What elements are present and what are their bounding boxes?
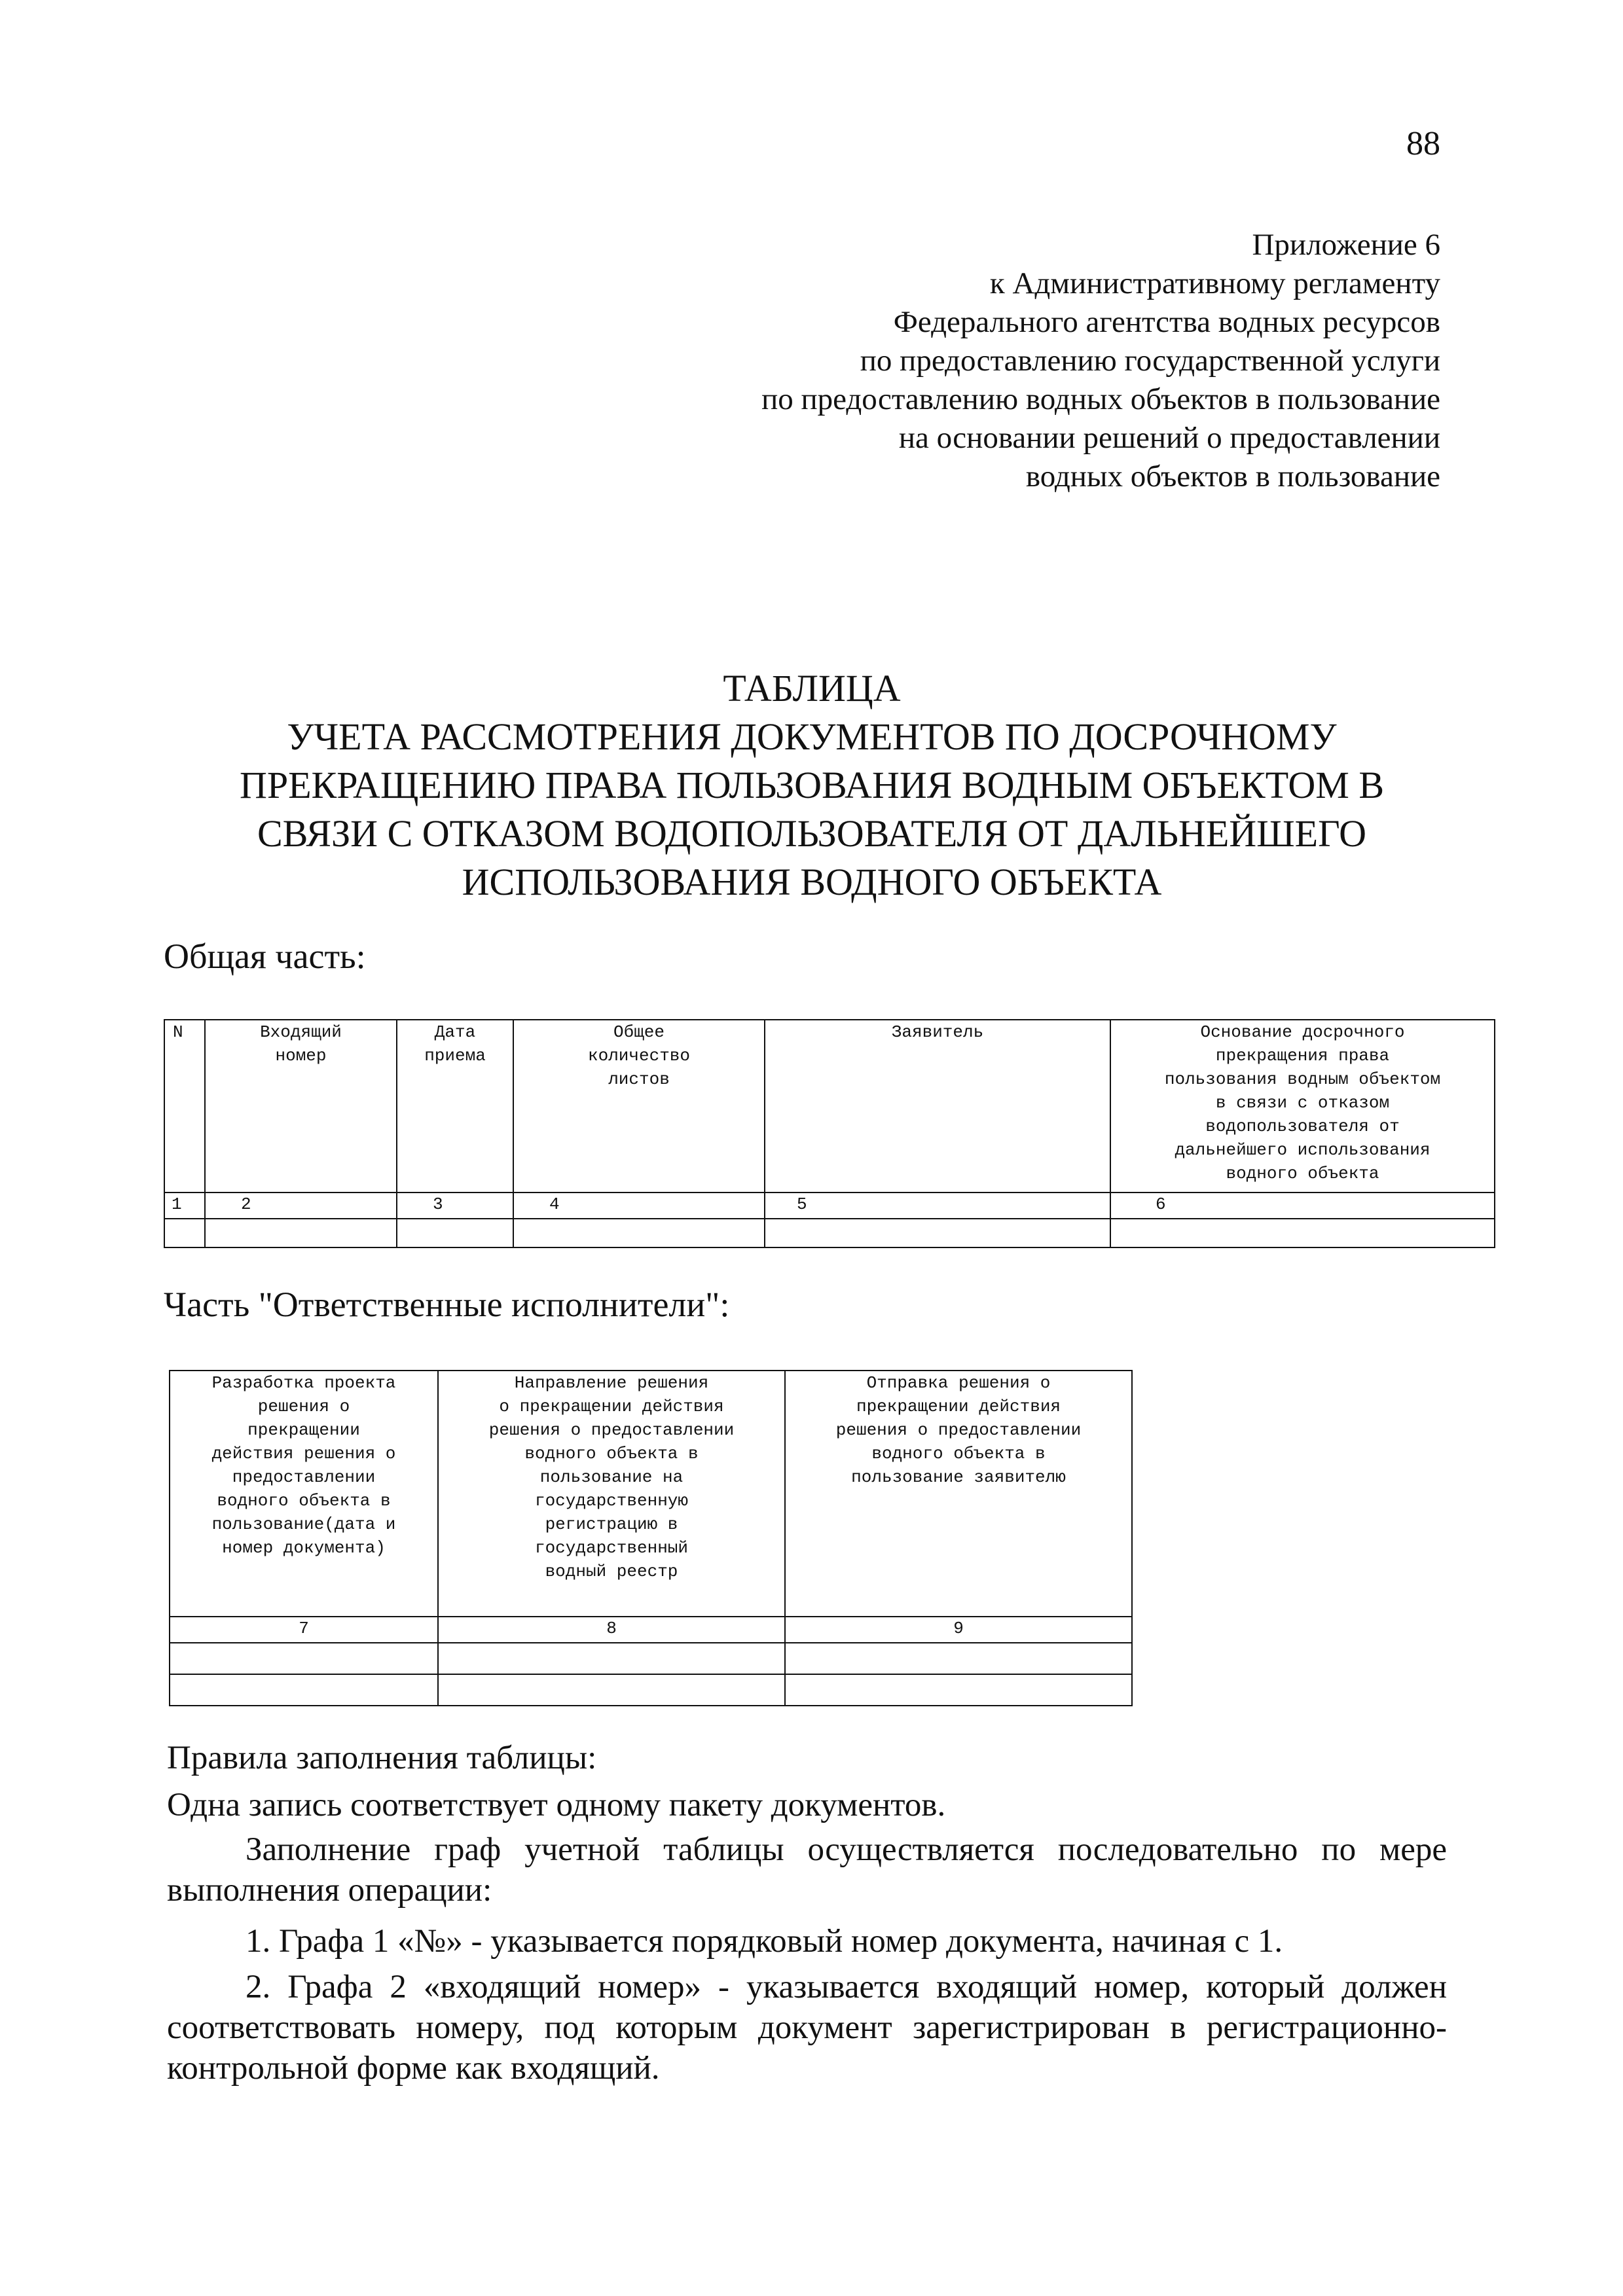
header-cell-incoming-number: [205, 1020, 397, 1193]
column-number-row: [170, 1617, 1132, 1643]
header-line: Заявитель: [891, 1022, 984, 1042]
title-line: СВЯЗИ С ОТКАЗОМ ВОДОПОЛЬЗОВАТЕЛЯ ОТ ДАЛЬНЕЙШЕГО: [257, 812, 1367, 855]
header-line: N: [173, 1022, 183, 1042]
general-part-label: Общая часть:: [164, 937, 366, 976]
table-row-empty: [170, 1643, 1132, 1674]
header-line: водопользователя от: [1205, 1117, 1400, 1136]
header-line: номер: [275, 1046, 327, 1066]
appendix-line: водных объектов в пользование: [1025, 459, 1440, 493]
header-cell-applicant: [765, 1020, 1110, 1193]
table-header-row: [170, 1371, 1132, 1617]
column-number: 1: [164, 1193, 205, 1219]
header-line: пользования водным объектом: [1164, 1069, 1441, 1089]
header-line: государственный: [534, 1538, 689, 1558]
empty-cell: [438, 1674, 785, 1706]
header-line: о прекращении действия: [499, 1397, 724, 1416]
header-line: Разработка проекта: [211, 1373, 396, 1393]
header-cell-receipt-date: [397, 1020, 513, 1193]
appendix-line: Федерального агентства водных ресурсов: [893, 305, 1440, 339]
empty-cell: [170, 1643, 438, 1674]
document-title: [98, 664, 1525, 906]
column-number: 6: [1110, 1193, 1495, 1219]
rules-paragraph-text: 2. Графа 2 «входящий номер» - указывается входящий номер, который должен соответствовать номеру, под которым документ зарегистрирован в регистрационно-контрольной форме как входящий.: [167, 1969, 1447, 2087]
empty-cell: [513, 1219, 765, 1247]
header-line: Направление решения: [514, 1373, 709, 1393]
header-line: пользование на: [539, 1467, 684, 1487]
header-line: решения о предоставлении: [488, 1420, 735, 1440]
header-line: действия решения о: [211, 1444, 396, 1463]
header-line: Дата: [434, 1022, 476, 1042]
rules-paragraph: [167, 1829, 1447, 1910]
column-number: 3: [397, 1193, 513, 1219]
title-line: ТАБЛИЦА: [723, 667, 901, 709]
header-line: Входящий: [260, 1022, 342, 1042]
column-number: 8: [438, 1617, 785, 1643]
header-cell-send-to-applicant: [785, 1371, 1132, 1617]
header-line: прекращении действия: [856, 1397, 1061, 1416]
header-cell-n: [164, 1020, 205, 1193]
header-line: прекращения права: [1215, 1046, 1390, 1066]
header-cell-draft-development: [170, 1371, 438, 1617]
header-line: решения о предоставлении: [835, 1420, 1082, 1440]
table-row-empty: [170, 1674, 1132, 1706]
title-line: ПРЕКРАЩЕНИЮ ПРАВА ПОЛЬЗОВАНИЯ ВОДНЫМ ОБЪЕКТОМ В: [239, 764, 1385, 806]
empty-cell: [785, 1674, 1132, 1706]
title-line: ИСПОЛЬЗОВАНИЯ ВОДНОГО ОБЪЕКТА: [462, 861, 1162, 903]
column-number: 5: [765, 1193, 1110, 1219]
header-line: водного объекта: [1226, 1164, 1379, 1183]
empty-cell: [164, 1219, 205, 1247]
column-number: 7: [170, 1617, 438, 1643]
empty-cell: [205, 1219, 397, 1247]
column-number: 9: [785, 1617, 1132, 1643]
general-part-table: [164, 1019, 1495, 1248]
header-line: номер документа): [222, 1538, 386, 1558]
header-line: прекращении: [247, 1420, 360, 1440]
header-line: пользование(дата и: [211, 1515, 396, 1534]
header-line: листов: [608, 1069, 670, 1089]
appendix-line: к Административному регламенту: [989, 266, 1440, 300]
column-number: 2: [205, 1193, 397, 1219]
empty-cell: [397, 1219, 513, 1247]
header-cell-termination-basis: [1110, 1020, 1495, 1193]
rules-paragraph: 1. Графа 1 «№» - указывается порядковый номер документа, начиная с 1.: [246, 1923, 1283, 1960]
column-number-row: [164, 1193, 1495, 1219]
header-cell-registration-referral: [438, 1371, 785, 1617]
appendix-line: Приложение 6: [1252, 228, 1440, 262]
header-line: приема: [424, 1046, 486, 1066]
header-line: количество: [587, 1046, 691, 1066]
rules-paragraph: [167, 1967, 1447, 2089]
rules-paragraph-text: Заполнение граф учетной таблицы осуществляется последовательно по мере выполнения операции:: [167, 1831, 1447, 1909]
header-line: регистрацию в: [545, 1515, 678, 1534]
header-line: в связи с отказом: [1215, 1093, 1390, 1113]
header-line: Отправка решения о: [866, 1373, 1051, 1393]
responsible-part-label: Часть "Ответственные исполнители":: [164, 1285, 730, 1324]
header-line: государственную: [534, 1491, 689, 1511]
rules-heading: Правила заполнения таблицы:: [167, 1740, 597, 1776]
column-number: 4: [513, 1193, 765, 1219]
header-line: водного объекта в: [524, 1444, 699, 1463]
appendix-line: на основании решений о предоставлении: [898, 421, 1440, 455]
appendix-reference: [458, 226, 1440, 496]
header-line: предоставлении: [232, 1467, 376, 1487]
rules-paragraph: Одна запись соответствует одному пакету документов.: [167, 1787, 946, 1823]
header-line: водного объекта в: [871, 1444, 1046, 1463]
header-cell-total-sheets: [513, 1020, 765, 1193]
header-line: Общее: [613, 1022, 665, 1042]
appendix-line: по предоставлению государственной услуги: [860, 344, 1440, 378]
empty-cell: [765, 1219, 1110, 1247]
empty-cell: [785, 1643, 1132, 1674]
header-line: пользование заявителю: [851, 1467, 1066, 1487]
responsible-part-table: [169, 1370, 1133, 1706]
appendix-line: по предоставлению водных объектов в пользование: [761, 382, 1440, 416]
header-line: водный реестр: [545, 1562, 678, 1581]
page-number: 88: [1406, 125, 1440, 162]
header-line: Основание досрочного: [1200, 1022, 1405, 1042]
header-line: решения о: [257, 1397, 350, 1416]
empty-cell: [438, 1643, 785, 1674]
header-line: дальнейшего использования: [1175, 1140, 1431, 1160]
table-header-row: [164, 1020, 1495, 1193]
header-line: водного объекта в: [217, 1491, 391, 1511]
empty-cell: [1110, 1219, 1495, 1247]
table-row-empty: [164, 1219, 1495, 1247]
title-line: УЧЕТА РАССМОТРЕНИЯ ДОКУМЕНТОВ ПО ДОСРОЧНОМУ: [287, 715, 1337, 758]
empty-cell: [170, 1674, 438, 1706]
